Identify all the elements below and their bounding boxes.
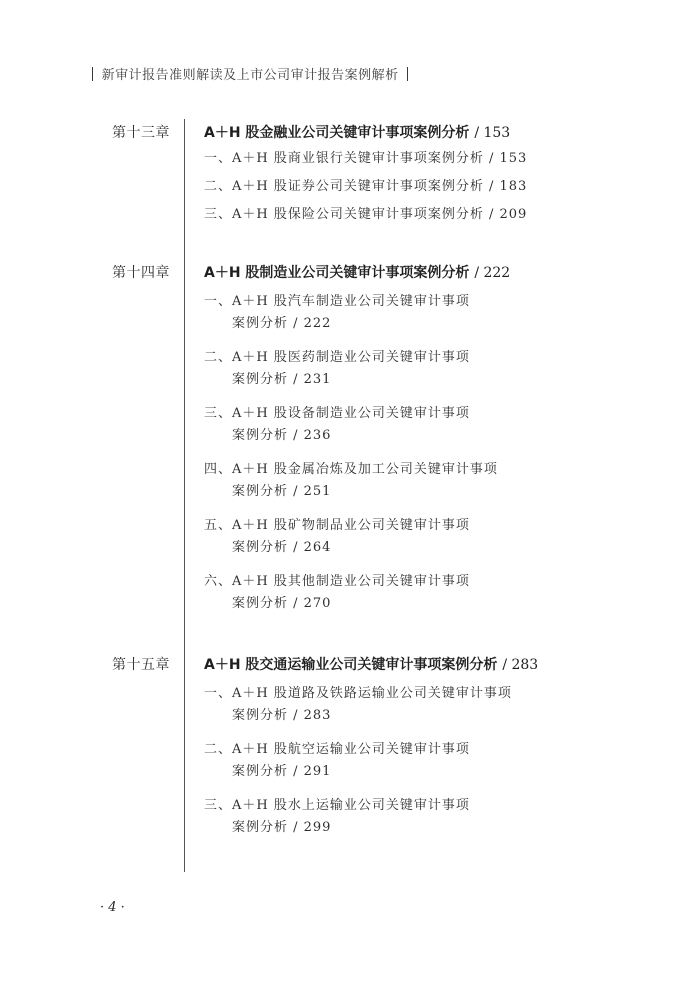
page-number: · 4 ·	[100, 900, 125, 915]
toc-entry-15-3-line2: 案例分析 / 299	[232, 820, 332, 835]
chapter-13-title-text: A＋H 股金融业公司关键审计事项案例分析	[204, 125, 470, 141]
chapter-14-title-text: A＋H 股制造业公司关键审计事项案例分析	[204, 265, 470, 281]
toc-entry-14-4-line1: 四、A＋H 股金属冶炼及加工公司关键审计事项	[204, 462, 498, 477]
chapter-15-label: 第十五章	[112, 657, 170, 673]
toc-entry-14-5[interactable]	[204, 515, 470, 559]
running-head	[88, 64, 412, 83]
toc-entry-13-1[interactable]	[204, 148, 527, 170]
toc-entry-15-1-line2: 案例分析 / 283	[232, 708, 332, 723]
toc-entry-14-2[interactable]	[204, 347, 470, 391]
toc-entry-14-5-line1: 五、A＋H 股矿物制品业公司关键审计事项	[204, 518, 470, 533]
toc-entry-14-3[interactable]	[204, 403, 470, 447]
toc-entry-14-5-line2: 案例分析 / 264	[232, 540, 332, 555]
toc-entry-15-3[interactable]	[204, 795, 470, 839]
toc-entry-14-6-line2: 案例分析 / 270	[232, 596, 332, 611]
toc-entry-15-2[interactable]	[204, 739, 470, 783]
toc-entry-15-2-line2: 案例分析 / 291	[232, 764, 332, 779]
toc-entry-14-1[interactable]	[204, 291, 470, 335]
running-head-left-bar	[92, 67, 93, 81]
chapter-15-page: / 283	[502, 657, 539, 673]
running-head-text: 新审计报告准则解读及上市公司审计报告案例解析	[101, 68, 399, 83]
toc-entry-15-1-line1: 一、A＋H 股道路及铁路运输业公司关键审计事项	[204, 686, 512, 701]
chapter-13-page: / 153	[474, 125, 511, 141]
toc-entry-15-2-line1: 二、A＋H 股航空运输业公司关键审计事项	[204, 742, 470, 757]
toc-entry-14-3-line2: 案例分析 / 236	[232, 428, 332, 443]
chapter-13-label: 第十三章	[112, 125, 170, 141]
toc-entry-14-1-line2: 案例分析 / 222	[232, 316, 332, 331]
toc-entry-14-6[interactable]	[204, 571, 470, 615]
vertical-divider	[184, 119, 185, 872]
toc-entry-14-2-line2: 案例分析 / 231	[232, 372, 332, 387]
running-head-right-bar	[407, 67, 408, 81]
toc-entry-15-1[interactable]	[204, 683, 512, 727]
chapter-14-label: 第十四章	[112, 265, 170, 281]
toc-entry-15-3-line1: 三、A＋H 股水上运输业公司关键审计事项	[204, 798, 470, 813]
toc-entry-14-6-line1: 六、A＋H 股其他制造业公司关键审计事项	[204, 574, 470, 589]
toc-entry-14-4-line2: 案例分析 / 251	[232, 484, 332, 499]
chapter-14-title[interactable]	[204, 262, 510, 282]
chapter-15-title[interactable]	[204, 654, 538, 674]
toc-entry-13-2-text: 二、A＋H 股证券公司关键审计事项案例分析 / 183	[204, 179, 528, 194]
toc-entry-13-3-text: 三、A＋H 股保险公司关键审计事项案例分析 / 209	[204, 207, 528, 222]
toc-entry-14-1-line1: 一、A＋H 股汽车制造业公司关键审计事项	[204, 294, 470, 309]
toc-entry-13-1-text: 一、A＋H 股商业银行关键审计事项案例分析 / 153	[204, 151, 528, 166]
toc-entry-13-3[interactable]	[204, 204, 527, 226]
toc-entry-14-3-line1: 三、A＋H 股设备制造业公司关键审计事项	[204, 406, 470, 421]
toc-entry-14-4[interactable]	[204, 459, 498, 503]
chapter-13-title[interactable]	[204, 122, 510, 142]
toc-entry-13-2[interactable]	[204, 176, 527, 198]
chapter-15-title-text: A＋H 股交通运输业公司关键审计事项案例分析	[204, 657, 498, 673]
toc-entry-14-2-line1: 二、A＋H 股医药制造业公司关键审计事项	[204, 350, 470, 365]
chapter-14-page: / 222	[474, 265, 511, 281]
